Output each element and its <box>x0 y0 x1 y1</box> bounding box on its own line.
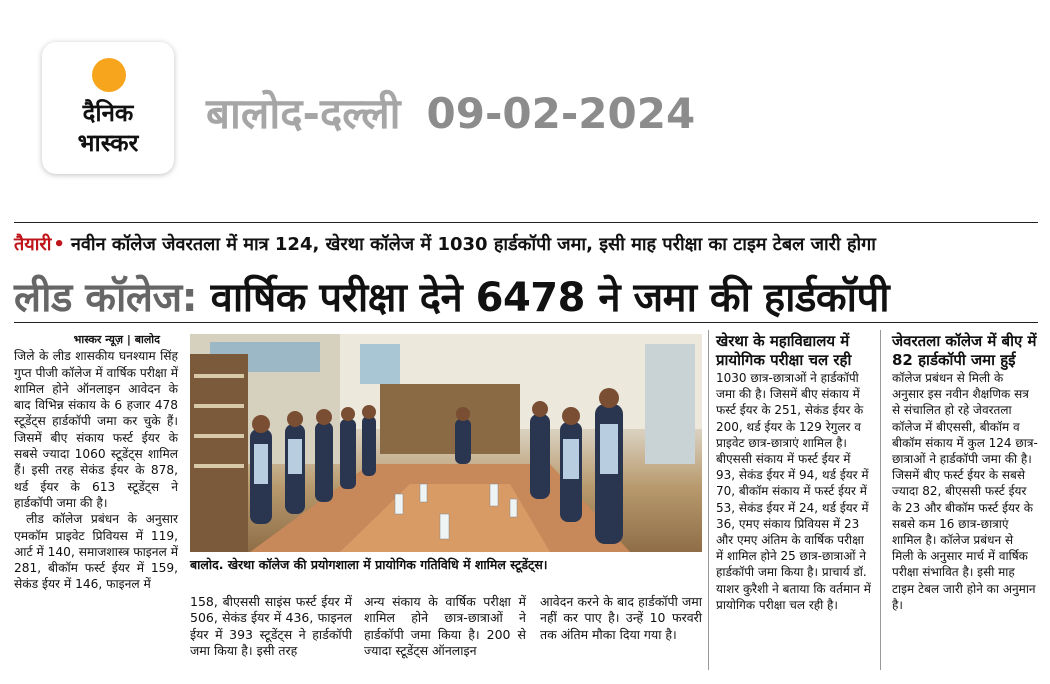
column-divider-2 <box>880 330 881 670</box>
lab-photo-drawing <box>190 334 702 552</box>
article-column-1 <box>14 332 178 593</box>
headline-rest: वार्षिक परीक्षा देने 6478 ने जमा की हार्डकॉपी <box>210 275 890 321</box>
article-column-3 <box>364 594 526 659</box>
col1-para2: लीड कॉलेज प्रबंधन के अनुसार एमकॉम प्राइवेट प्रिवियस में 119, आर्ट में 140, समाजशास्त्र फाइनल में 281, बीकॉम फर्स्ट ईयर में 159, सेकंड ईयर में 146, फाइनल में <box>14 512 178 592</box>
side2-body: कॉलेज प्रबंधन से मिली के अनुसार इस नवीन शैक्षणिक सत्र से संचालित हो रहे जेवरतला कॉलेज में बीएससी, बीकॉम व बीकॉम संकाय में कुल 124 छात्र-छात्राओं ने हार्डकॉपी जमा की है। जिसमें बीए फर्स्ट ईयर के सबसे ज्यादा 82, बीएससी फर्स्ट ईयर के 23 और बीकॉम फर्स्ट ईयर के सबसे कम 16 छात्र-छात्राएं शामिल है। कॉलेज प्रबंधन से मिली के अनुसार मार्च में वार्षिक परीक्षा संभावित है। इसी माह टाइम टेबल जारी होने का अनुमान है। <box>892 371 1038 612</box>
side2-heading: जेवरतला कॉलेज में बीए में 82 हार्डकॉपी जमा हुई <box>892 332 1037 369</box>
dateline <box>206 84 695 141</box>
dateline-place: बालोद-दल्ली <box>206 89 401 138</box>
photo-caption: बालोद. खेरथा कॉलेज की प्रयोगशाला में प्रायोगिक गतिविधि में शामिल स्टूडेंट्स। <box>190 557 548 572</box>
kicker-tag: तैयारी <box>14 234 52 255</box>
kicker-text: नवीन कॉलेज जेवरतला में मात्र 124, खेरथा कॉलेज में 1030 हार्डकॉपी जमा, इसी माह परीक्षा का टाइम टेबल जारी होगा <box>70 234 876 255</box>
headline-lead: लीड कॉलेज: <box>14 275 198 321</box>
side-story-kheratha <box>716 332 872 613</box>
side1-heading: खेरथा के महाविद्यालय में प्रायोगिक परीक्षा चल रही <box>716 332 852 369</box>
article-column-2 <box>190 594 352 659</box>
logo-line1: दैनिक <box>82 99 134 127</box>
column-divider <box>708 330 709 670</box>
side1-body: 1030 छात्र-छात्राओं ने हार्डकॉपी जमा की है। जिसमें बीए संकाय में फर्स्ट ईयर के 251, सेकंड ईयर के 200, थर्ड ईयर के 129 रेगुलर व प्राइवेट छात्र-छात्राएं शामिल है। बीएससी संकाय में फर्स्ट ईयर में 93, सेकंड ईयर में 94, थर्ड ईयर में 70, बीकॉम संकाय में फर्स्ट ईयर में 53, सेकंड ईयर में 24, थर्ड ईयर में 36, एमए संकाय प्रिवियस में 23 और एमए अंतिम के वार्षिक परीक्षा में शामिल होने 25 छात्र-छात्राओं ने हार्डकॉपी जमा किया है। प्राचार्य डॉ. याशर कुरैशी ने बताया कि वर्तमान में प्रायोगिक परीक्षा चल रही है। <box>716 371 871 612</box>
lab-photo <box>190 334 702 552</box>
col3-text: अन्य संकाय के वार्षिक परीक्षा में शामिल होने छात्र-छात्राओं ने हार्डकॉपी जमा किया है। 200 से ज्यादा स्टूडेंट्स ऑनलाइन <box>364 594 526 658</box>
logo-line2: भास्कर <box>77 129 139 157</box>
dateline-date: 09-02-2024 <box>426 89 696 138</box>
article-column-4 <box>540 594 702 643</box>
col2-text: 158, बीएससी साइंस फर्स्ट ईयर में 506, सेकंड ईयर में 436, फाइनल ईयर में 393 स्टूडेंट्स ने हार्डकॉपी जमा किया है। इसी तरह <box>190 594 352 658</box>
col4-text: आवेदन करने के बाद हार्डकॉपी जमा नहीं कर पाए है। उन्हें 10 फरवरी तक अंतिम मौका दिया गया है। <box>540 594 702 642</box>
kicker <box>14 232 1038 256</box>
kicker-bullet: • <box>53 234 65 255</box>
headline-rule <box>14 322 1038 323</box>
top-rule <box>14 222 1038 223</box>
dainik-bhaskar-logo <box>42 42 174 174</box>
sun-icon <box>92 58 126 92</box>
headline <box>14 268 1038 323</box>
byline: भास्कर न्यूज़ | बालोद <box>73 333 160 346</box>
col1-para1: जिले के लीड शासकीय घनश्याम सिंह गुप्त पीजी कॉलेज में वार्षिक परीक्षा में शामिल होने ऑनलाइन आवेदन के बाद विभिन्न संकाय के 6 हजार 478 स्टूडेंट्स हार्डकॉपी जमा कर चुके हैं। जिसमें बीए संकाय फर्स्ट ईयर के सबसे ज्यादा 1060 स्टूडेंट्स शामिल हैं। इसी तरह सेकंड ईयर के 878, थर्ड ईयर के 613 स्टूडेंट्स ने हार्डकॉपी जमा की है। <box>14 349 178 510</box>
side-story-jevartala <box>892 332 1038 613</box>
